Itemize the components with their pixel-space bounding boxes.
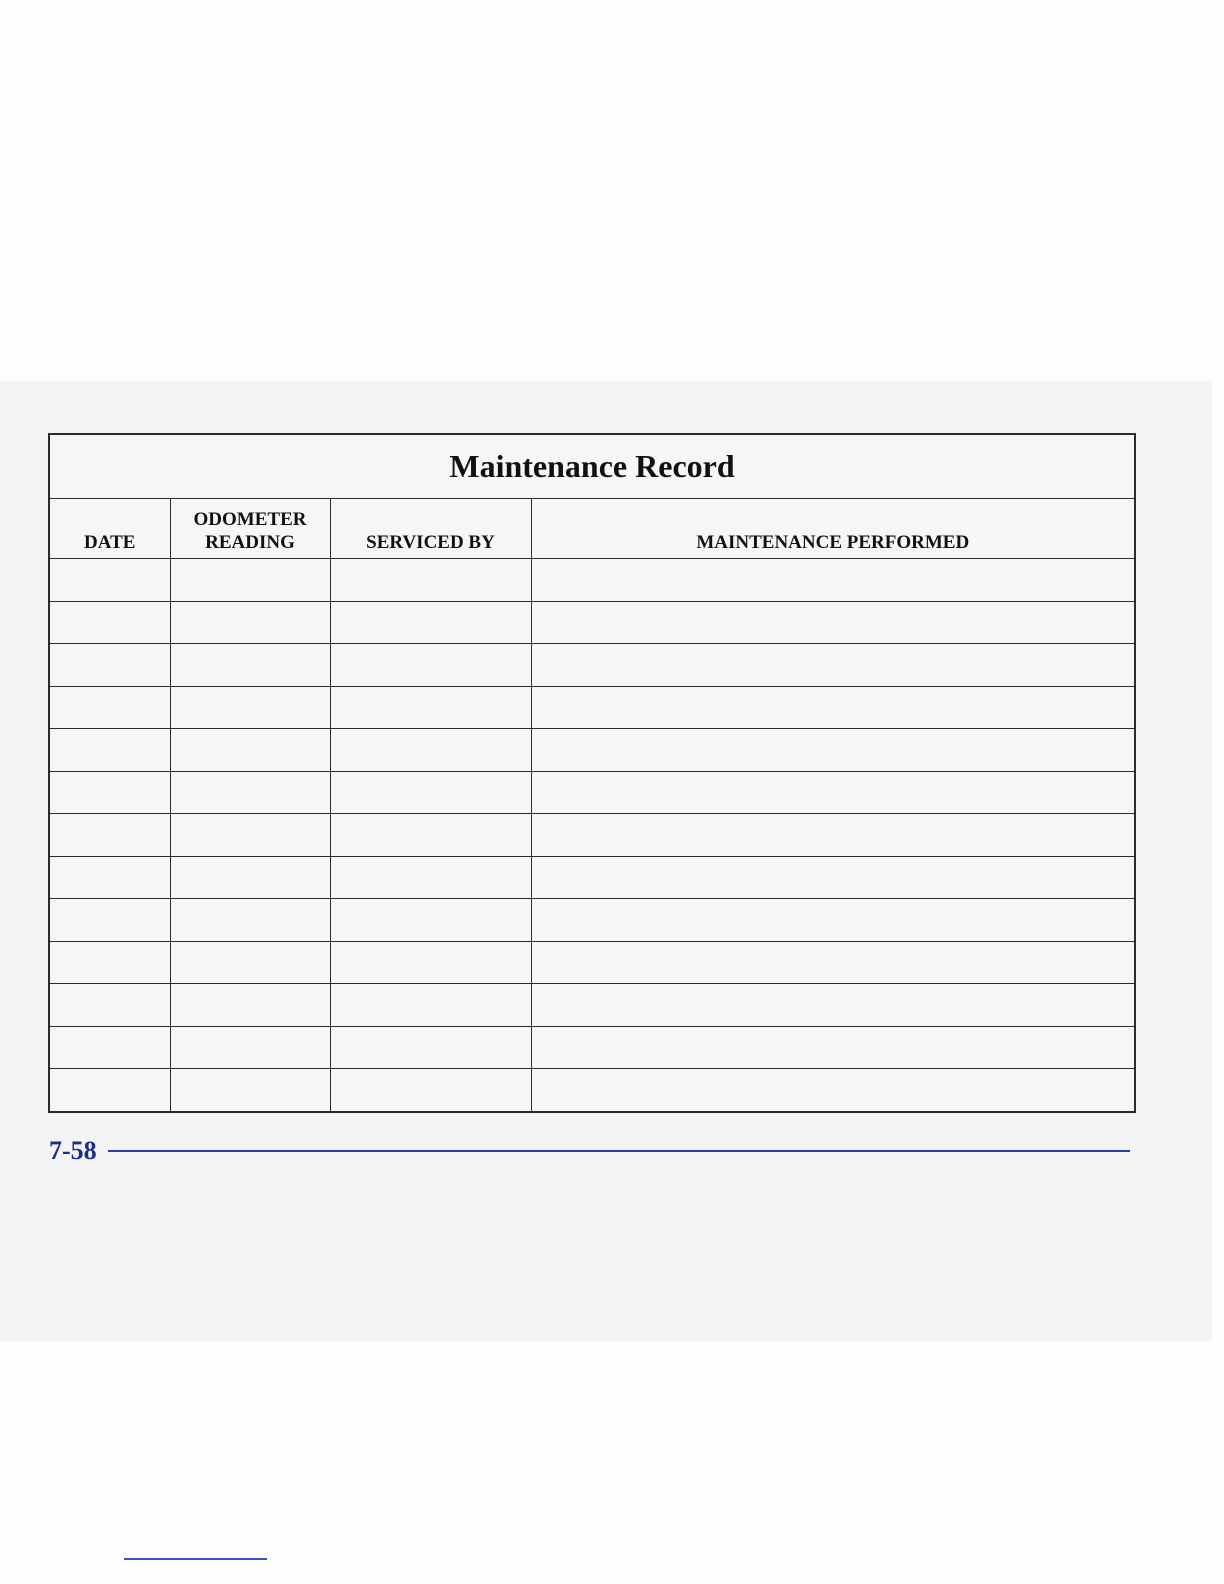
- serviced-by-cell[interactable]: [330, 559, 531, 602]
- odometer-cell[interactable]: [170, 729, 330, 772]
- serviced-by-cell[interactable]: [330, 686, 531, 729]
- maintenance-cell[interactable]: [531, 984, 1135, 1027]
- maintenance-cell[interactable]: [531, 1069, 1135, 1112]
- table-row: [49, 771, 1135, 814]
- maintenance-cell[interactable]: [531, 559, 1135, 602]
- serviced-by-cell[interactable]: [330, 601, 531, 644]
- table-row: [49, 984, 1135, 1027]
- serviced-by-cell[interactable]: [330, 1026, 531, 1069]
- serviced-by-cell[interactable]: [330, 941, 531, 984]
- serviced-by-cell[interactable]: [330, 644, 531, 687]
- column-header-odometer-reading: [170, 499, 330, 559]
- date-cell[interactable]: [49, 1026, 170, 1069]
- serviced-by-cell[interactable]: [330, 729, 531, 772]
- maintenance-record-table: [48, 433, 1136, 1113]
- footer-link-underline[interactable]: [124, 1558, 267, 1560]
- table-row: [49, 559, 1135, 602]
- date-cell[interactable]: [49, 559, 170, 602]
- maintenance-cell[interactable]: [531, 601, 1135, 644]
- odometer-cell[interactable]: [170, 984, 330, 1027]
- serviced-by-cell[interactable]: [330, 1069, 531, 1112]
- table-row: [49, 729, 1135, 772]
- table-row: [49, 1069, 1135, 1112]
- header-row: [49, 499, 1135, 559]
- odometer-cell[interactable]: [170, 771, 330, 814]
- date-cell[interactable]: [49, 729, 170, 772]
- date-cell[interactable]: [49, 644, 170, 687]
- odometer-cell[interactable]: [170, 686, 330, 729]
- maintenance-cell[interactable]: [531, 1026, 1135, 1069]
- date-cell[interactable]: [49, 601, 170, 644]
- blank-rows: [49, 559, 1135, 1112]
- table-row: [49, 644, 1135, 687]
- page-number: 7-58: [49, 1136, 97, 1165]
- column-header-serviced-by: SERVICED BY: [330, 499, 531, 559]
- odometer-cell[interactable]: [170, 644, 330, 687]
- maintenance-cell[interactable]: [531, 814, 1135, 857]
- table-row: [49, 941, 1135, 984]
- serviced-by-cell[interactable]: [330, 899, 531, 942]
- date-cell[interactable]: [49, 771, 170, 814]
- date-cell[interactable]: [49, 686, 170, 729]
- odometer-cell[interactable]: [170, 856, 330, 899]
- maintenance-cell[interactable]: [531, 941, 1135, 984]
- maintenance-cell[interactable]: [531, 686, 1135, 729]
- table-row: [49, 601, 1135, 644]
- odometer-cell[interactable]: [170, 559, 330, 602]
- maintenance-cell[interactable]: [531, 644, 1135, 687]
- date-cell[interactable]: [49, 984, 170, 1027]
- column-header-maintenance-performed: MAINTENANCE PERFORMED: [531, 499, 1135, 559]
- table-row: [49, 1026, 1135, 1069]
- title-row: [49, 434, 1135, 499]
- table-row: [49, 814, 1135, 857]
- odometer-header-line2: READING: [205, 532, 295, 553]
- odometer-cell[interactable]: [170, 1069, 330, 1112]
- serviced-by-cell[interactable]: [330, 984, 531, 1027]
- odometer-cell[interactable]: [170, 814, 330, 857]
- date-cell[interactable]: [49, 856, 170, 899]
- odometer-cell[interactable]: [170, 899, 330, 942]
- date-cell[interactable]: [49, 941, 170, 984]
- footer-rule: [108, 1150, 1130, 1152]
- table-row: [49, 856, 1135, 899]
- odometer-cell[interactable]: [170, 1026, 330, 1069]
- column-header-date: DATE: [49, 499, 170, 559]
- table-title: Maintenance Record: [49, 434, 1135, 499]
- serviced-by-cell[interactable]: [330, 771, 531, 814]
- maintenance-cell[interactable]: [531, 771, 1135, 814]
- date-cell[interactable]: [49, 1069, 170, 1112]
- date-cell[interactable]: [49, 899, 170, 942]
- table-row: [49, 686, 1135, 729]
- odometer-cell[interactable]: [170, 941, 330, 984]
- odometer-header-line1: ODOMETER: [193, 509, 307, 530]
- date-cell[interactable]: [49, 814, 170, 857]
- maintenance-cell[interactable]: [531, 899, 1135, 942]
- maintenance-cell[interactable]: [531, 729, 1135, 772]
- serviced-by-cell[interactable]: [330, 856, 531, 899]
- serviced-by-cell[interactable]: [330, 814, 531, 857]
- maintenance-cell[interactable]: [531, 856, 1135, 899]
- table-row: [49, 899, 1135, 942]
- odometer-cell[interactable]: [170, 601, 330, 644]
